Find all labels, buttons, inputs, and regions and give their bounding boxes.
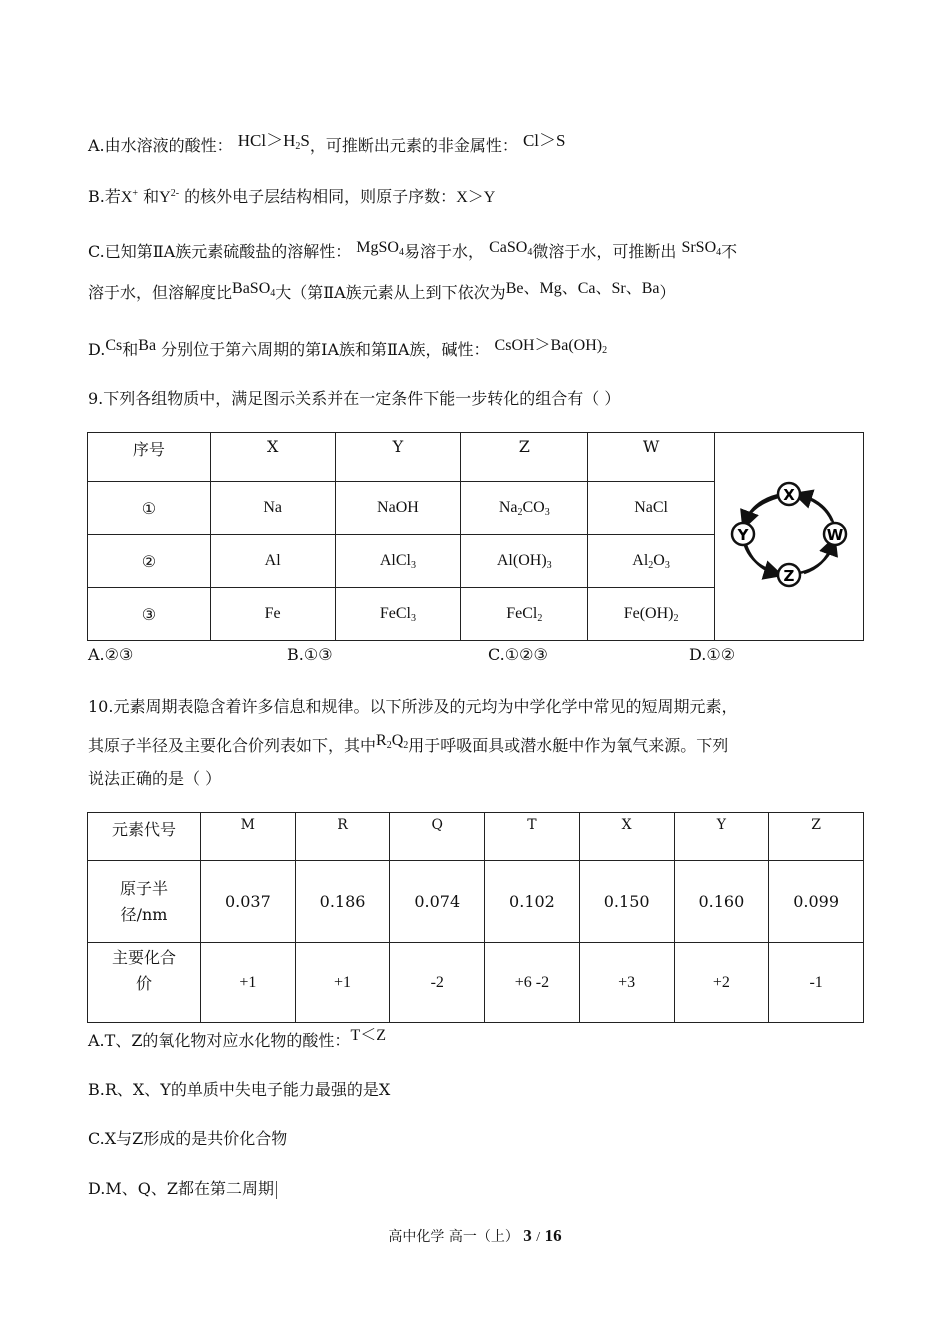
- q10-option-b: B.R、X、Y的单质中失电子能力最强的是X: [88, 1080, 391, 1099]
- node-x: X: [783, 486, 795, 504]
- q10-stem-line3: 说法正确的是（ ）: [88, 769, 222, 788]
- q10-option-d: D.M、Q、Z都在第二周期: [88, 1176, 277, 1199]
- q9-option-d: D.①②: [689, 645, 736, 664]
- page-total: 16: [544, 1226, 562, 1245]
- q10-table: [87, 812, 864, 1023]
- q9-option-a: A.②③: [88, 645, 134, 664]
- table-row: ② Al AlCl$_3$ $Al(OH)_3$ $Al_2O_3$: [88, 535, 864, 588]
- table-row: 原子半 径/nm 0.037 0.186 0.074 0.102 0.150 0.160 0.099: [88, 861, 864, 943]
- q10-stem-line1: 10.元素周期表隐含着许多信息和规律。以下所涉及的元均为中学化学中常见的短周期元素，: [88, 697, 738, 716]
- node-z: Z: [783, 567, 795, 585]
- table-row: ③ Fe FeCl$_3$ FeCl$_2$ $Fe(OH)_2$: [88, 588, 864, 641]
- page-footer: 高中化学 高一（上） 3 / 16: [388, 1226, 562, 1245]
- q9-option-c: C.①②③: [488, 645, 548, 664]
- header-index: 序号: [88, 433, 211, 482]
- header-y: Y: [335, 433, 461, 482]
- q9-option-b: B.①③: [287, 645, 333, 664]
- cycle-diagram: [715, 433, 864, 641]
- node-w: W: [826, 526, 844, 544]
- q10-option-a: A.T、Z的氧化物对应水化物的酸性：T＜Z: [88, 1027, 386, 1050]
- q10-stem-line2: 其原子半径及主要化合价列表如下，其中$R_2Q_2$用于呼吸面具或潜水艇中作为氧气来源。下列: [88, 732, 729, 755]
- header-z: Z: [461, 433, 588, 482]
- q8-option-d: D.Cs和Ba 分别位于第六周期的第ⅠA族和第ⅡA族，碱性： $CsOH>Ba(OH)_2$: [88, 337, 608, 359]
- header-w: W: [588, 433, 715, 482]
- cycle-diagram-svg: [724, 479, 854, 589]
- node-y: Y: [737, 526, 749, 544]
- table-row: 主要化合 价 +1 +1 -2 +6 -2 +3 +2 -1: [88, 943, 864, 1023]
- table-row: 元素代号 M R Q T X Y Z: [88, 813, 864, 861]
- q9-table: [87, 432, 864, 641]
- q8-option-c-line2: 溶于水，但溶解度比BaSO$_4$大（第ⅡA族元素从上到下依次为Be、Mg、Ca、Sr、Ba）: [88, 280, 676, 302]
- page-number: 3: [523, 1226, 532, 1245]
- q8-option-a: A.由水溶液的酸性： $HCl>H_2S$，可推断出元素的非金属性： Cl＞S: [88, 131, 566, 155]
- q8-option-b: B.若X+ 和$Y^{2-}$ 的核外电子层结构相同，则原子序数：X＞Y: [88, 187, 496, 206]
- q8-option-c-line1: C.已知第ⅡA族元素硫酸盐的溶解性： MgSO$_4$易溶于水， CaSO$_4$微溶于水，可推断出 SrSO$_4$不: [88, 239, 738, 261]
- q10-option-c: C.X与Z形成的是共价化合物: [88, 1129, 288, 1148]
- table-row: ① Na NaOH $Na_2CO_3$ NaCl: [88, 482, 864, 535]
- header-x: X: [210, 433, 335, 482]
- q9-stem: 9.下列各组物质中，满足图示关系并在一定条件下能一步转化的组合有（ ）: [88, 389, 621, 408]
